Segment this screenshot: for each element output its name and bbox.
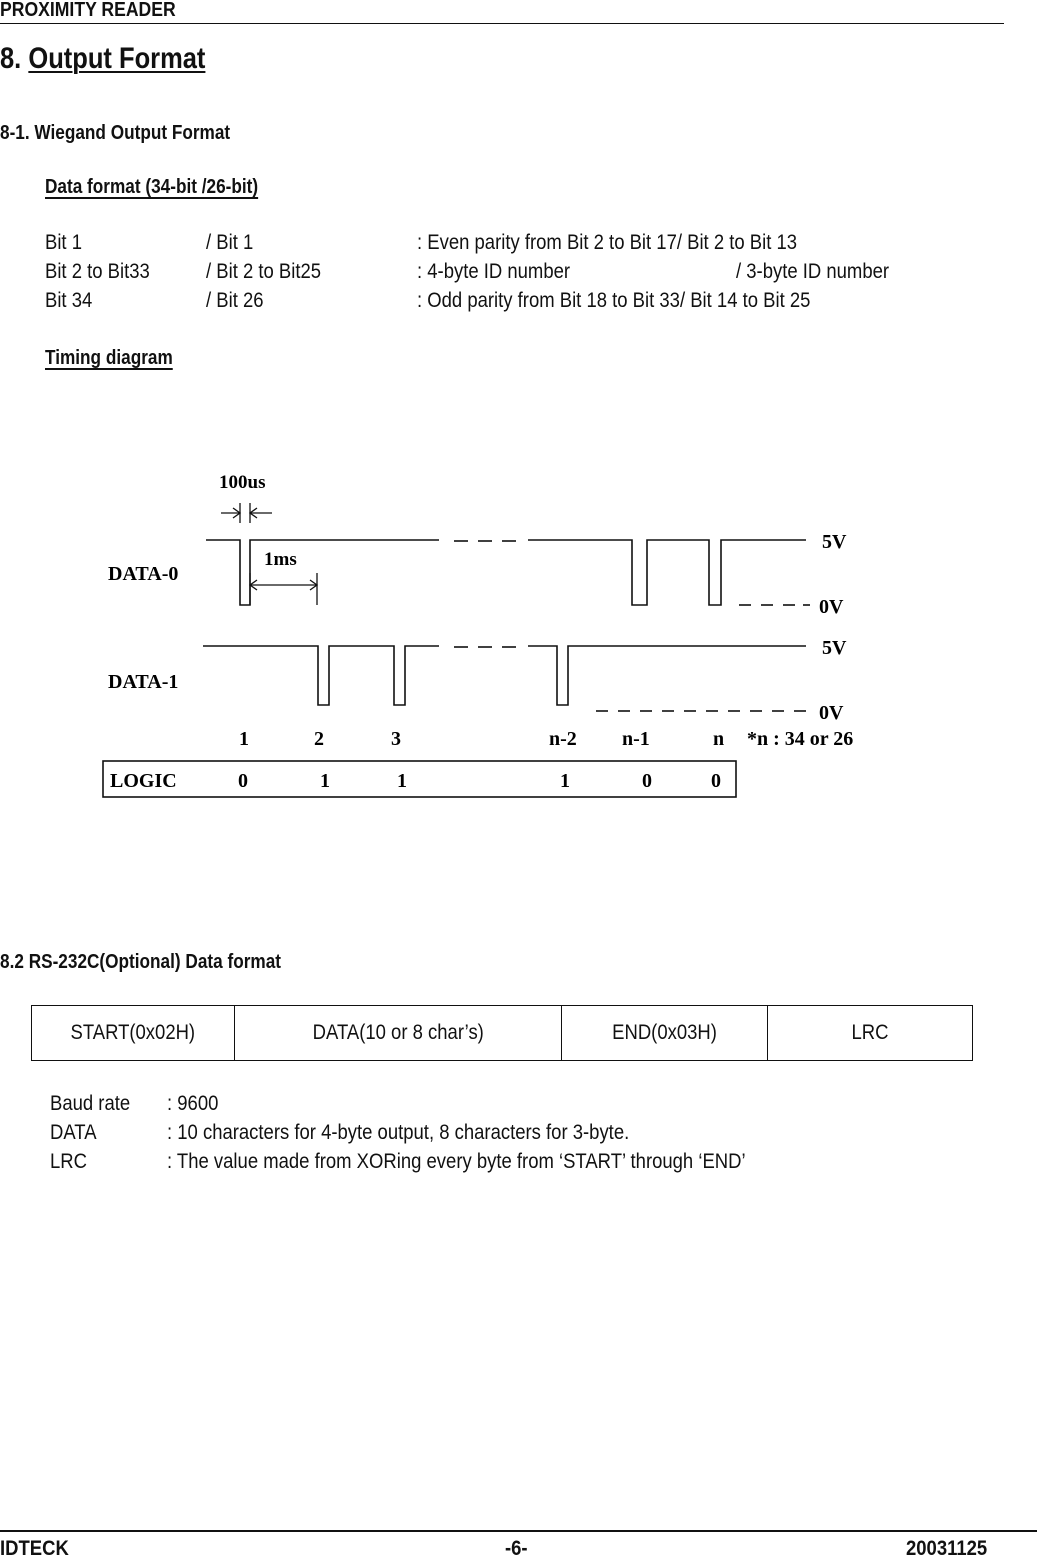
param-key-lrc: LRC xyxy=(50,1150,87,1173)
pulse-width-dimension xyxy=(221,503,272,523)
logic-value-n: 0 xyxy=(711,770,721,792)
data0-high-voltage: 5V xyxy=(822,531,847,553)
interval-label: 1ms xyxy=(264,549,297,570)
section-8-2-heading: 8.2 RS-232C(Optional) Data format xyxy=(0,951,281,973)
data-format-row-3-bit: Bit 34 xyxy=(45,289,93,312)
data-format-row-2-bit-26: / Bit 2 to Bit25 xyxy=(206,260,322,283)
section-8-number: 8. xyxy=(0,42,29,75)
data1-signal xyxy=(203,646,806,711)
footer-company: IDTECK xyxy=(0,1537,69,1560)
footer-rule xyxy=(0,1530,1037,1532)
data1-low-voltage: 0V xyxy=(819,702,844,724)
page-header-title: PROXIMITY READER xyxy=(0,0,176,21)
interval-dimension xyxy=(250,573,317,605)
data-format-row-2-desc-26: / 3-byte ID number xyxy=(736,260,890,283)
logic-value-n-2: 1 xyxy=(560,770,570,792)
logic-value-3: 1 xyxy=(397,770,407,792)
data-format-row-2-bit: Bit 2 to Bit33 xyxy=(45,260,150,283)
bit-number-labels xyxy=(239,728,853,750)
param-key-data: DATA xyxy=(50,1121,97,1144)
logic-value-n-1: 0 xyxy=(642,770,652,792)
data-format-row-1-bit-26: / Bit 1 xyxy=(206,231,254,254)
timing-diagram-heading: Timing diagram xyxy=(45,347,173,369)
footer-page-number: -6- xyxy=(505,1537,528,1560)
data0-low-voltage: 0V xyxy=(819,596,844,618)
section-8-title: Output Format xyxy=(28,42,206,75)
bit-label-n: n xyxy=(713,728,725,750)
data0-label: DATA-0 xyxy=(108,563,179,585)
logic-value-2: 1 xyxy=(320,770,330,792)
bit-label-1: 1 xyxy=(239,728,249,750)
logic-value-1: 0 xyxy=(238,770,248,792)
section-8-heading xyxy=(0,42,205,76)
logic-values xyxy=(110,770,721,792)
data-format-row-3-bit-26: / Bit 26 xyxy=(206,289,264,312)
logic-label: LOGIC xyxy=(110,770,177,792)
data-format-row-1-desc: : Even parity from Bit 2 to Bit 17/ Bit 2 to Bit 13 xyxy=(417,231,798,254)
data-format-row-3-desc: : Odd parity from Bit 18 to Bit 33/ Bit 14 to Bit 25 xyxy=(417,289,811,312)
pulse-width-label: 100us xyxy=(219,472,266,493)
table-cell-end: END(0x03H) xyxy=(562,1006,768,1061)
param-value-lrc: : The value made from XORing every byte from ‘START’ through ‘END’ xyxy=(167,1150,746,1173)
data1-label: DATA-1 xyxy=(108,671,179,693)
footer-date: 20031125 xyxy=(906,1537,988,1560)
table-cell-start: START(0x02H) xyxy=(32,1006,235,1061)
rs232-frame-table xyxy=(31,1005,973,1061)
bit-label-2: 2 xyxy=(314,728,324,750)
data1-high-voltage: 5V xyxy=(822,637,847,659)
wiegand-timing-diagram xyxy=(96,455,896,810)
table-cell-lrc: LRC xyxy=(768,1006,973,1061)
bit-label-n-2: n-2 xyxy=(549,728,577,750)
table-cell-data: DATA(10 or 8 char’s) xyxy=(235,1006,562,1061)
data-format-row-1-bit: Bit 1 xyxy=(45,231,82,254)
param-key-baud-rate: Baud rate xyxy=(50,1092,131,1115)
data-format-heading: Data format (34-bit /26-bit) xyxy=(45,176,259,198)
section-8-1-heading: 8-1. Wiegand Output Format xyxy=(0,122,231,144)
bit-label-3: 3 xyxy=(391,728,401,750)
table-row xyxy=(32,1006,973,1061)
bit-label-n-1: n-1 xyxy=(622,728,650,750)
param-value-data: : 10 characters for 4-byte output, 8 characters for 3-byte. xyxy=(167,1121,630,1144)
n-note: *n : 34 or 26 xyxy=(747,728,854,750)
data-format-row-2-desc: : 4-byte ID number xyxy=(417,260,571,283)
param-value-baud-rate: : 9600 xyxy=(167,1092,219,1115)
header-rule xyxy=(0,23,1004,24)
